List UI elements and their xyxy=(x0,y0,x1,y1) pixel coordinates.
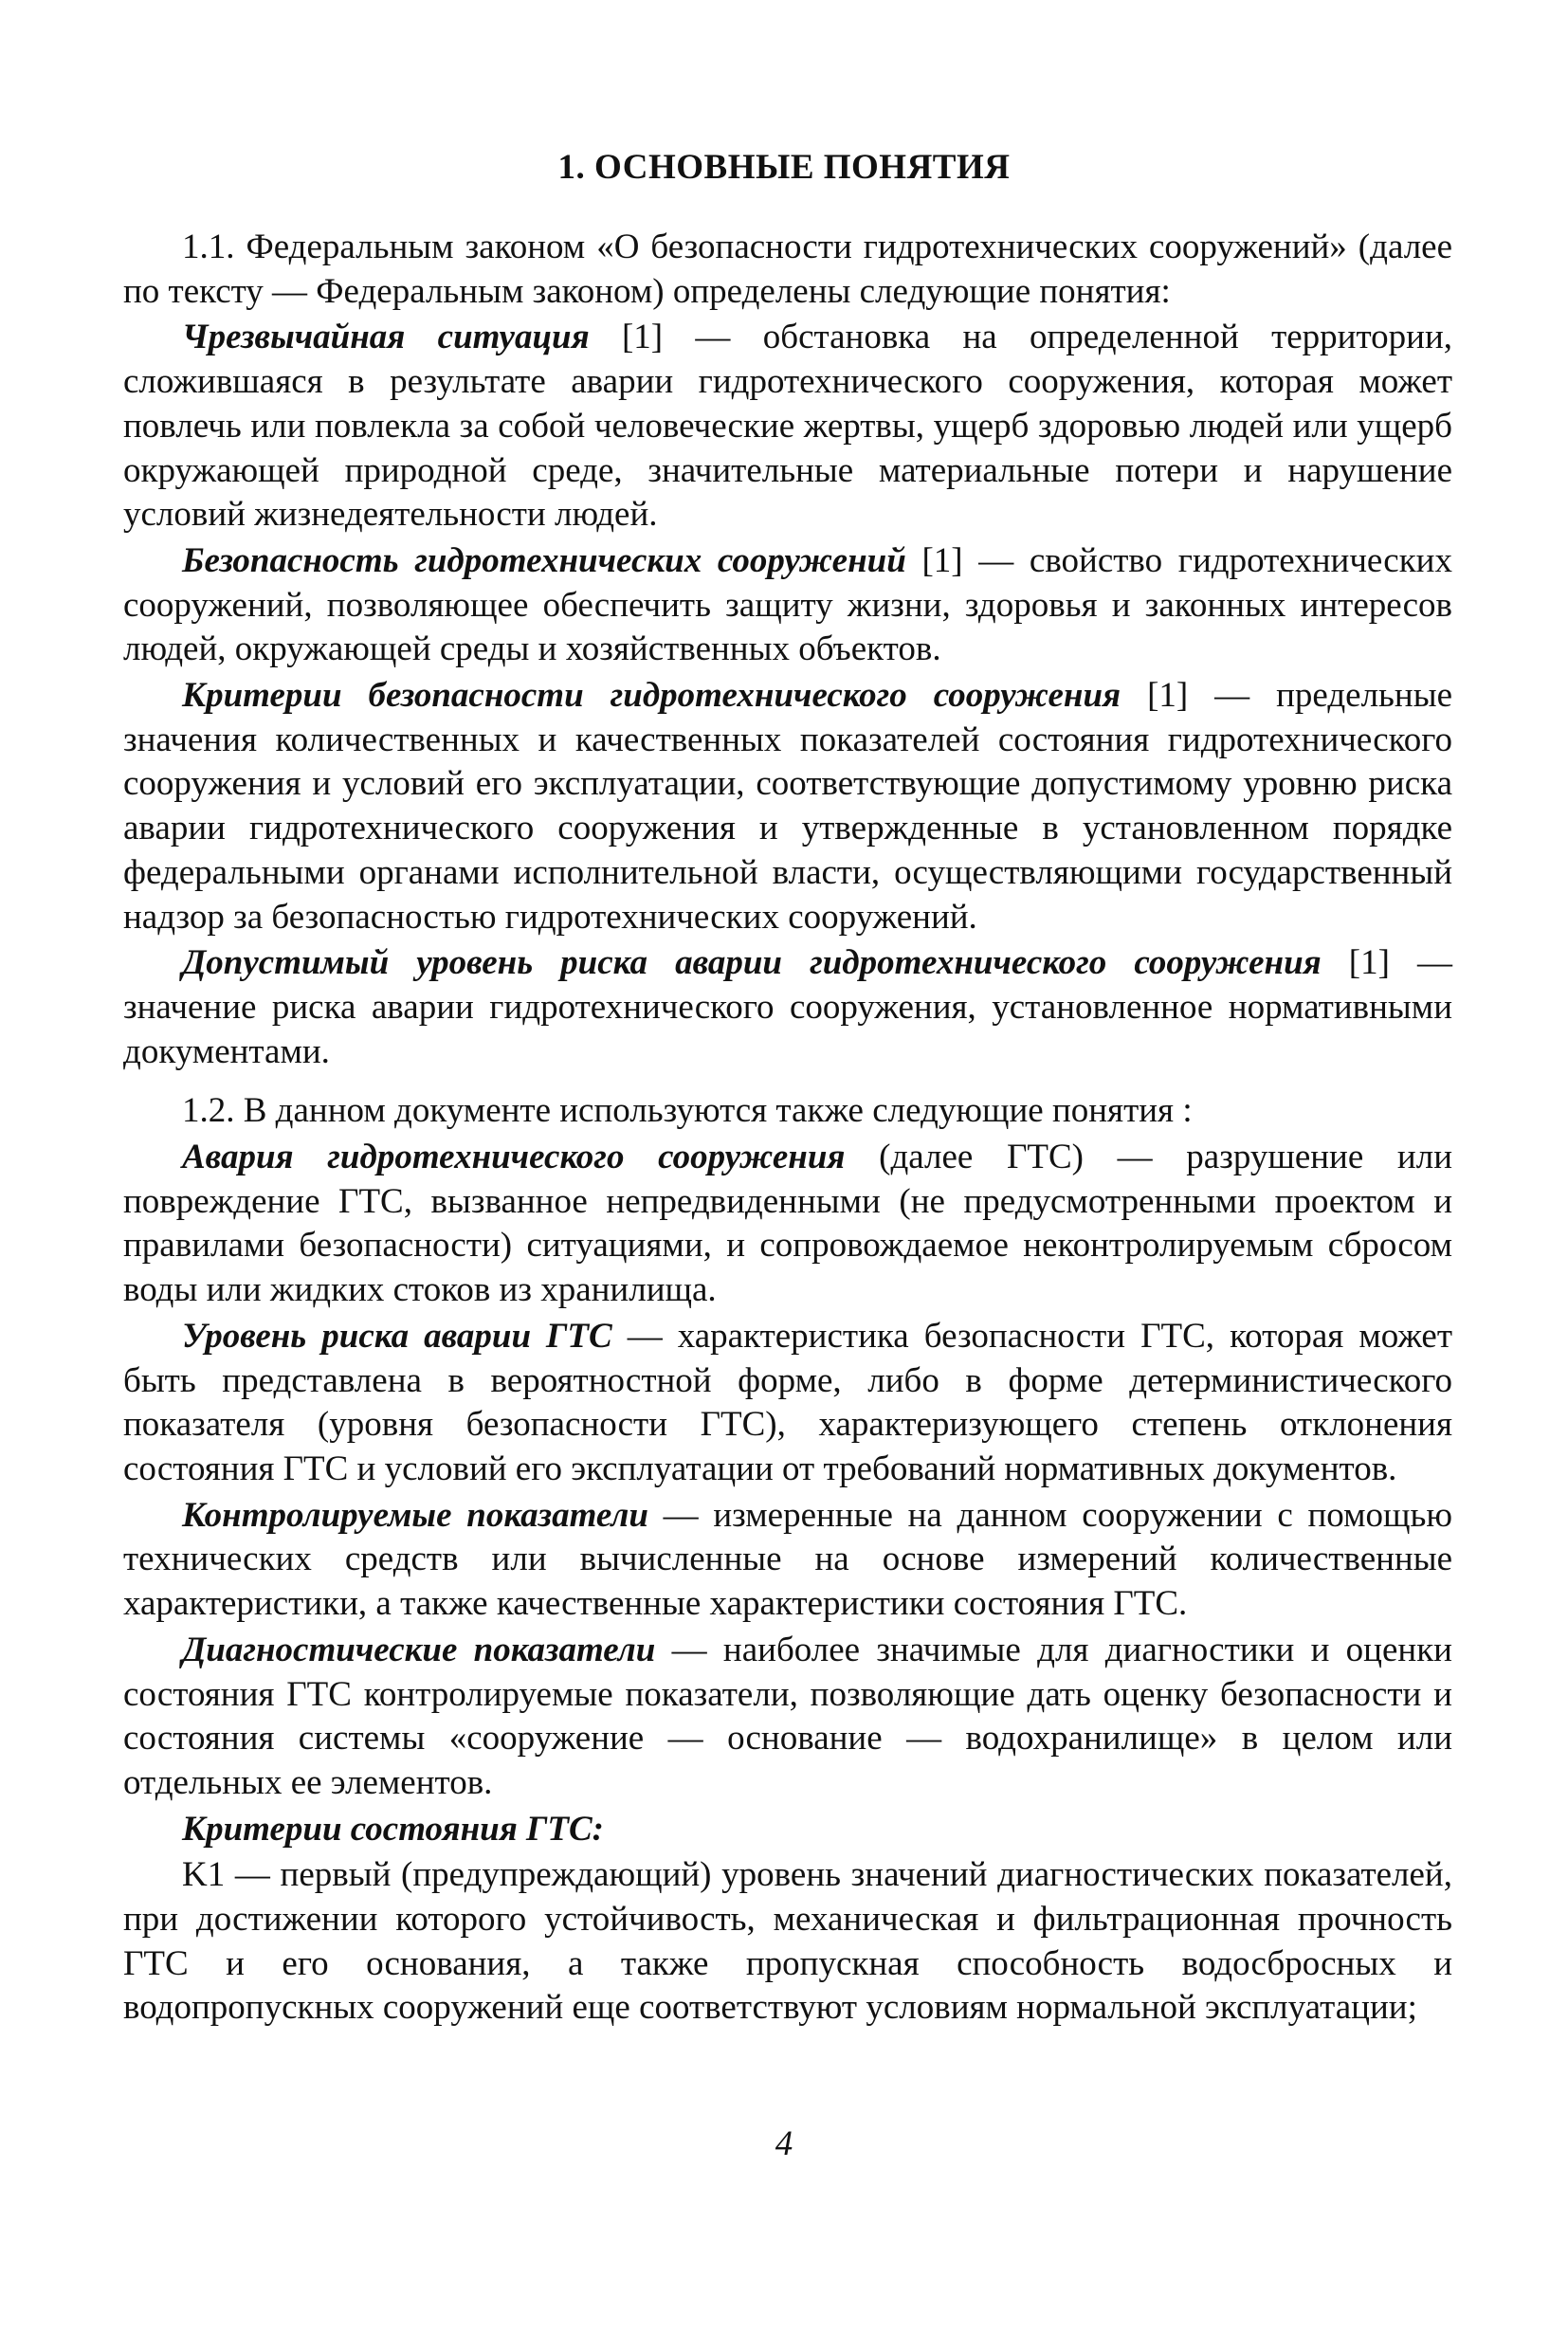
definition-accident xyxy=(123,1136,1452,1313)
definition-emergency xyxy=(123,316,1452,538)
definition-term: Критерии безопасности гидротехнического сооружения xyxy=(182,676,1121,716)
paragraph-text: 1.1. Федеральным законом «О безопасности гидротехнических сооружений» (далее по тексту — Федеральным законом) определены следующие понятия: xyxy=(123,228,1452,311)
definition-diagnostic-indicators xyxy=(123,1629,1452,1806)
subheading-state-criteria xyxy=(123,1808,1452,1852)
definition-text: [1] — обстановка на определенной территории, сложившаяся в результате аварии гидротехнического сооружения, которая может повлечь или повлекла за собой человеческие жертвы, ущерб здоровью людей или ущерб окружающей природной среде, значительные материальные потери и нарушение условий жизнедеятельности людей. xyxy=(123,318,1452,535)
definition-text: [1] — значение риска аварии гидротехнического сооружения, установленное нормативными документами. xyxy=(123,943,1452,1071)
definition-term: Критерии состояния ГТС: xyxy=(182,1809,604,1849)
definition-monitored-indicators xyxy=(123,1494,1452,1627)
definition-text: — измеренные на данном сооружении с помощью технических средств или вычисленные на основе измерений количественные характеристики, а также качественные характеристики состояния ГТС. xyxy=(123,1495,1452,1624)
definition-text: (далее ГТС) — разрушение или повреждение ГТС, вызванное непредвиденными (не предусмотренными проектом и правилами безопасности) ситуациями, и сопровождаемое неконтролируемым сбросом воды или жидких стоков из хранилища. xyxy=(123,1138,1453,1310)
body-text xyxy=(123,226,1452,2031)
definition-term: Контролируемые показатели xyxy=(182,1495,648,1535)
definition-text: — наиболее значимые для диагностики и оценки состояния ГТС контролируемые показатели, позволяющие дать оценку безопасности и состояния системы «сооружение — основание — водохранилище» в целом или отдельных ее элементов. xyxy=(123,1630,1452,1802)
definition-text: — характеристика безопасности ГТС, которая может быть представлена в вероятностной форме, либо в форме детерминистического показателя (уровня безопасности ГТС), характеризующего степень отклонения состояния ГТС и условий его эксплуатации от требований нормативных документов. xyxy=(123,1316,1452,1488)
definition-risk-level xyxy=(123,1315,1452,1492)
definition-safety-criteria xyxy=(123,674,1452,939)
definition-text: K1 — первый (предупреждающий) уровень значений диагностических показателей, при достижении которого устойчивость, механическая и фильтрационная прочность ГТС и его основания, а также пропускная способность водосбросных и водопропускных сооружений еще соответствуют условиям нормальной эксплуатации; xyxy=(123,1855,1452,2028)
definition-term: Чрезвычайная ситуация xyxy=(182,318,590,357)
definition-acceptable-risk xyxy=(123,941,1452,1074)
definition-safety xyxy=(123,539,1452,672)
paragraph-text: 1.2. В данном документе используются также следующие понятия : xyxy=(182,1091,1193,1131)
definition-term: Уровень риска аварии ГТС xyxy=(182,1316,612,1356)
definition-text: [1] — предельные значения количественных и качественных показателей состояния гидротехнического сооружения и условий его эксплуатации, соответствующие допустимому уровню риска аварии гидротехнического сооружения и утвержденные в установленном порядке федеральными органами исполнительной власти, осуществляющими государственный надзор за безопасностью гидротехнических сооружений. xyxy=(123,676,1452,937)
page-number: 4 xyxy=(775,2124,793,2163)
definition-term: Авария гидротехнического сооружения xyxy=(182,1138,846,1177)
definition-term: Диагностические показатели xyxy=(182,1630,656,1669)
paragraph-1-1-intro xyxy=(123,226,1452,314)
paragraph-1-2-intro xyxy=(123,1089,1452,1134)
definition-term: Допустимый уровень риска аварии гидротехнического сооружения xyxy=(182,943,1322,983)
definition-term: Безопасность гидротехнических сооружений xyxy=(182,540,906,580)
section-heading: 1. ОСНОВНЫЕ ПОНЯТИЯ xyxy=(557,148,1011,187)
definition-text: [1] — свойство гидротехнических сооружений, позволяющее обеспечить защиту жизни, здоровья и законных интересов людей, окружающей среды и хозяйственных объектов. xyxy=(123,540,1452,669)
definition-k1 xyxy=(123,1853,1452,2031)
